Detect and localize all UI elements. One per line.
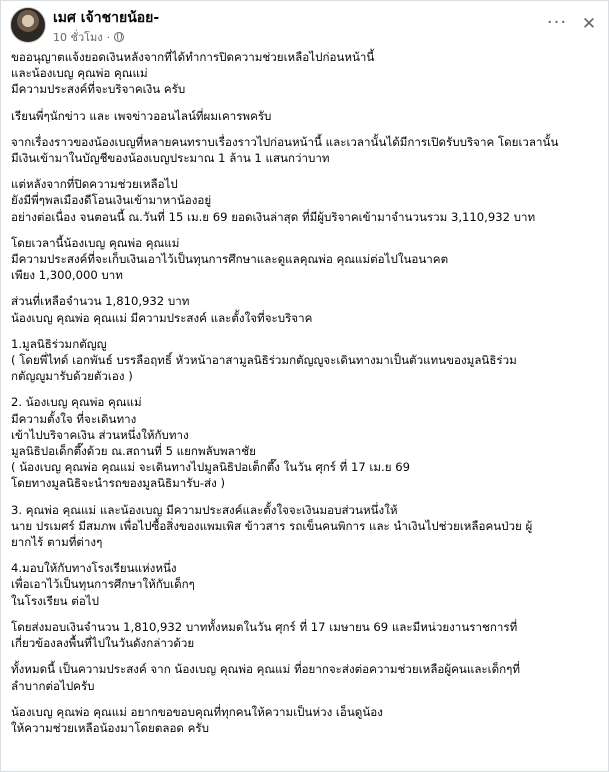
post-paragraph: [11, 49, 601, 98]
post-paragraph: [11, 336, 601, 385]
author-name[interactable]: เมศ เจ้าชายน้อย-: [53, 10, 160, 26]
post-text-line: ยังมีพี่ๆพลเมืองดีโอนเงินเข้ามาหาน้องอยู่: [11, 193, 212, 208]
post-text-line: โดยส่งมอบเงินจำนวน 1,810,932 บาททั้งหมดในวัน ศุกร์ ที่ 17 เมษายน 69 และมีหน่วยงานราชการที่: [11, 619, 518, 634]
post-header: [1, 1, 608, 53]
post-text-line: มูลนิธิปอเด็กตึ๊งด้วย ณ.สถานที่ 5 แยกพลับพลาชัย: [11, 444, 256, 459]
post-text-line: เพียง 1,300,000 บาท: [11, 268, 123, 283]
post-text-line: อย่างต่อเนื่อง จนตอนนี้ ณ.วันที่ 15 เม.ย 69 ยอดเงินล่าสุด ที่มีผู้บริจาคเข้ามาจำนวนรวม 3,110,932 บาท: [11, 209, 536, 224]
post-paragraph: [11, 619, 601, 651]
post-text-line: โดยทางมูลนิธิจะนำรถของมูลนิธิมารับ-ส่ง ): [11, 476, 225, 491]
post-timestamp[interactable]: 10 ชั่วโมง: [53, 31, 103, 44]
post-text-line: มีเงินเข้ามาในบัญชีของน้องเบญประมาณ 1 ล้าน 1 แสนกว่าบาท: [11, 151, 330, 166]
post-text-line: กตัญญูมารับด้วยตัวเอง ): [11, 369, 133, 384]
post-paragraph: [11, 235, 601, 284]
post-paragraph: [11, 293, 601, 325]
avatar[interactable]: [10, 7, 46, 43]
post-text-line: 4.มอบให้กับทางโรงเรียนแห่งหนึ่ง: [11, 561, 177, 576]
post-paragraph: [11, 502, 601, 551]
post-text-line: ให้ความช่วยเหลือน้องมาโดยตลอด ครับ: [11, 720, 209, 735]
post-text-line: ลำบากต่อไปครับ: [11, 678, 95, 693]
post-text-line: ยากไร้ ตามที่ต่างๆ: [11, 535, 103, 550]
post-text-line: เพื่อเอาไว้เป็นทุนการศึกษาให้กับเด็กๆ: [11, 577, 195, 592]
post-text-line: แต่หลังจากที่ปิดความช่วยเหลือไป: [11, 177, 178, 192]
post-text-line: 2. น้องเบญ คุณพ่อ คุณแม่: [11, 395, 142, 410]
post-paragraph: [11, 108, 601, 124]
post-text-line: มีความประสงค์ที่จะเก็บเงินเอาไว้เป็นทุนการศึกษาและดูแลคุณพ่อ คุณแม่ต่อไปในอนาคต: [11, 252, 449, 267]
post-text-line: นาย ปรเมศร์ มีสมภพ เพื่อไปซื้อสิ่งของแพมเพิส ข้าวสาร รถเข็นคนพิการ และ นำเงินไปช่วยเหลือคนป่วย ผู้: [11, 518, 533, 533]
post-text-line: ( โดยพี่ไทด์ เอกพันธ์ บรรลือฤทธิ์ หัวหน้าอาสามูลนิธิร่วมกตัญญูจะเดินทางมาเป็นตัวแทนของมูลนิธิร่วม: [11, 353, 517, 368]
post-paragraph: [11, 560, 601, 609]
post-paragraph: [11, 704, 601, 736]
post-text-line: จากเรื่องราวของน้องเบญที่หลายคนทราบเรื่องราวไปก่อนหน้านี้ และเวลานั้นได้มีการเปิดรับบริจาค โดยเวลานั้น: [11, 134, 559, 149]
post-text-line: ในโรงเรียน ต่อไป: [11, 593, 99, 608]
post-text-line: น้องเบญ คุณพ่อ คุณแม่ มีความประสงค์ และตั้งใจที่จะบริจาค: [11, 310, 313, 325]
meta-separator: ·: [106, 30, 111, 44]
post-paragraph: [11, 661, 601, 693]
more-options-icon[interactable]: ···: [546, 12, 568, 33]
post-text-line: เข้าไปบริจาคเงิน ส่วนหนึ่งให้กับทาง: [11, 427, 189, 442]
post-text-line: 1.มูลนิธิร่วมกตัญญู: [11, 336, 107, 351]
post-text-line: 3. คุณพ่อ คุณแม่ และน้องเบญ มีความประสงค์และตั้งใจจะเงินมอบส่วนหนึ่งให้: [11, 502, 398, 517]
post-text-line: เกี่ยวข้องลงพื้นที่ไปในวันดังกล่าวด้วย: [11, 636, 195, 651]
post-text-line: มีความประสงค์ที่จะบริจาคเงิน ครับ: [11, 82, 186, 97]
close-icon[interactable]: ✕: [581, 14, 597, 34]
post-text-line: โดยเวลานี้น้องเบญ คุณพ่อ คุณแม่: [11, 235, 180, 250]
post-meta: [53, 28, 124, 46]
post-text-line: มีความตั้งใจ ที่จะเดินทาง: [11, 411, 137, 426]
post-body: [11, 49, 601, 746]
post-paragraph: [11, 176, 601, 225]
post-text-line: เรียนพี่ๆนักข่าว และ เพจข่าวออนไลน์ที่ผมเคารพครับ: [11, 108, 272, 123]
post-paragraph: [11, 134, 601, 166]
post-text-line: น้องเบญ คุณพ่อ คุณแม่ อยากขอขอบคุณที่ทุกคนให้ความเป็นห่วง เอ็นดูน้อง: [11, 704, 383, 719]
post-text-line: และน้องเบญ คุณพ่อ คุณแม่: [11, 66, 148, 81]
post-paragraph: [11, 394, 601, 491]
post-text-line: ( น้องเบญ คุณพ่อ คุณแม่ จะเดินทางไปมูลนิธิปอเต็กตึ๊ง ในวัน ศุกร์ ที่ 17 เม.ย 69: [11, 460, 410, 475]
globe-icon[interactable]: [114, 32, 124, 42]
post-text-line: ทั้งหมดนี้ เป็นความประสงค์ จาก น้องเบญ คุณพ่อ คุณแม่ ที่อยากจะส่งต่อความช่วยเหลือผู้คนและเด็กๆที่: [11, 662, 521, 677]
post-text-line: ส่วนที่เหลือจำนวน 1,810,932 บาท: [11, 294, 190, 309]
post-text-line: ขออนุญาตแจ้งยอดเงินหลังจากที่ได้ทำการปิดความช่วยเหลือไปก่อนหน้านี้: [11, 50, 375, 64]
